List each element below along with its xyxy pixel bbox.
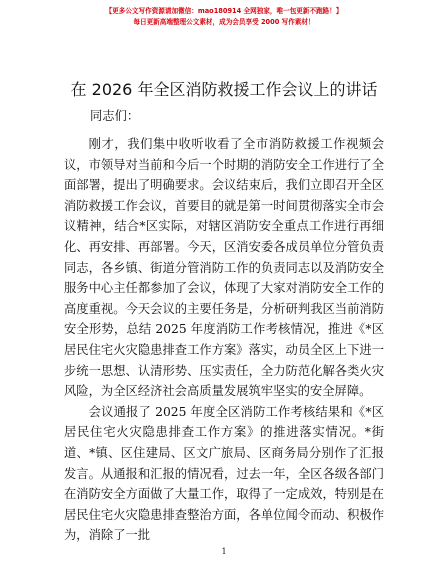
document-title: 在 2026 年全区消防救援工作会议上的讲话 [70, 80, 378, 99]
salutation: 同志们： [90, 109, 140, 123]
promo-banner-line-2: 每日更新高端整理公文素材，成为会员享受 2000 写作素材！ [133, 18, 315, 26]
document-body [64, 134, 384, 546]
promo-banner [0, 6, 448, 28]
paragraph-1: 刚才，我们集中收听收看了全市消防救援工作视频会议，市领导对当前和今后一个时期的消防安全工作进行了全面部署，提出了明确要求。会议结束后，我们立即召开全区消防救援工作会议，首要目的就是第一时间贯彻落实全市会议精神，结合*区实际，对辖区消防安全重点工作进行再细化、再安排、再部署。今天，区消安委各成员单位分管负责同志，各乡镇、街道分管消防工作的负责同志以及消防安全服务中心主任都参加了会议，体现了大家对消防安全工作的高度重视。今天会议的主要任务是，分析研判我区当前消防安全形势，总结 2025 年度消防工作考核情况，推进《*区居民住宅火灾隐患排查工作方案》落实，动员全区上下进一步统一思想、认清形势、压实责任，全力防范化解各类火灾风险，为全区经济社会高质量发展筑牢坚实的安全屏障。 [64, 137, 384, 399]
paragraph-2: 会议通报了 2025 年度全区消防工作考核结果和《*区居民住宅火灾隐患排查工作方案》的推进落实情况。*街道、*镇、区住建局、区文广旅局、区商务局分别作了汇报发言。从通报和汇报的情况看，过去一年，全区各级各部门在消防安全方面做了大量工作，取得了一定成效，特别是在居民住宅火灾隐患排查整治方面，各单位闻令而动、积极作为，消除了一批 [64, 404, 384, 543]
promo-banner-line-1: 【更多公文写作资源请加微信：mao180914 全网独家，唯一包更新不跑路！】 [105, 7, 343, 15]
page-number: 1 [221, 547, 227, 556]
